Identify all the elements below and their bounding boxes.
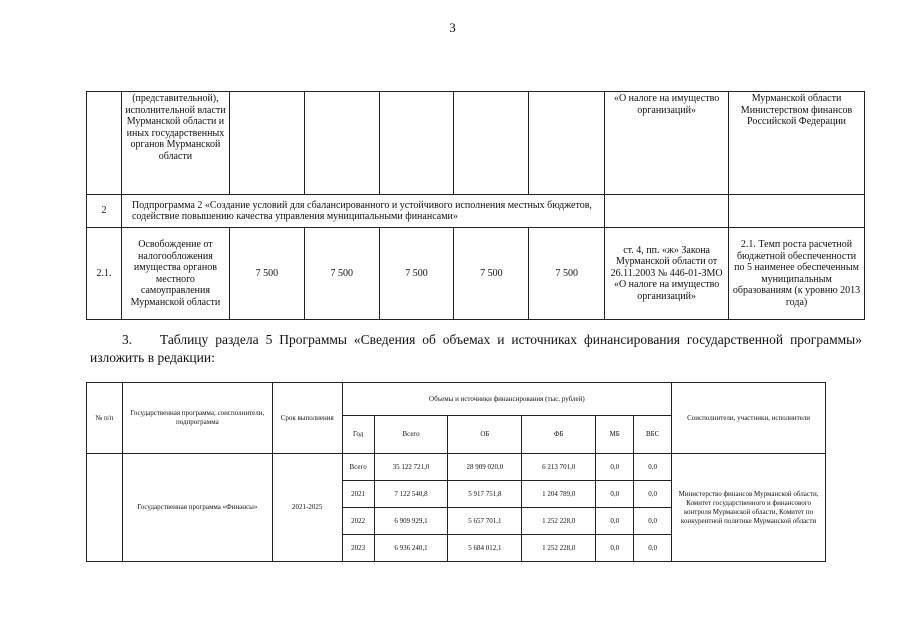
legal-basis: ст. 4, пп. «ж» Закона Мурманской области от 26.11.2003 № 446-01-ЗМО «О налоге на имущество организаций» (605, 228, 729, 320)
table-row (87, 92, 865, 195)
ob-cell: 28 909 020,0 (448, 454, 522, 481)
table-cell (529, 92, 605, 195)
ob-cell: 5 657 701,1 (448, 508, 522, 535)
executors-cell: Министерство финансов Мурманской области, Комитет государственного и финансового контроля Мурманской области, Комитет по конкурентной политике Мурманской области (672, 454, 826, 562)
value-cell: 7 500 (229, 228, 304, 320)
fb-cell: 1 252 228,0 (522, 508, 596, 535)
header-fb: ФБ (522, 416, 596, 454)
measure-name: Освобождение от налогообложения имущества органов местного самоуправления Мурманской области (121, 228, 229, 320)
row-number: 2.1. (87, 228, 122, 320)
table-row (87, 228, 865, 320)
program-name: Государственная программа «Финансы» (122, 454, 272, 562)
fb-cell: 6 213 701,0 (522, 454, 596, 481)
table-cell (605, 195, 729, 228)
total-cell: 7 122 540,8 (374, 481, 448, 508)
page-number: 3 (449, 20, 456, 35)
value-cell: 7 500 (379, 228, 454, 320)
mb-cell: 0,0 (596, 454, 634, 481)
vbs-cell: 0,0 (634, 508, 672, 535)
financing-table (86, 382, 826, 562)
table-cell (379, 92, 454, 195)
table-header-row (87, 383, 826, 416)
program-period: 2021-2025 (272, 454, 342, 562)
row-number-empty (87, 454, 123, 562)
indicator: 2.1. Темп роста расчетной бюджетной обеспеченности по 5 наименее обеспеченным муниципальным образованиям (к уровню 2013 года) (729, 228, 865, 320)
vbs-cell: 0,0 (634, 454, 672, 481)
table-row (87, 195, 865, 228)
table-cell (729, 195, 865, 228)
mb-cell: 0,0 (596, 481, 634, 508)
total-cell: 35 122 721,0 (374, 454, 448, 481)
measures-table (86, 91, 865, 320)
header-ob: ОБ (448, 416, 522, 454)
header-vbs: ВБС (634, 416, 672, 454)
vbs-cell: 0,0 (634, 481, 672, 508)
value-cell: 7 500 (304, 228, 379, 320)
header-total: Всего (374, 416, 448, 454)
header-executors: Соисполнители, участники, исполнители (672, 383, 826, 454)
table-cell (454, 92, 529, 195)
header-period: Срок выполнения (272, 383, 342, 454)
ob-cell: 5 684 012,1 (448, 535, 522, 562)
total-cell: 6 936 240,1 (374, 535, 448, 562)
header-mb: МБ (596, 416, 634, 454)
instruction-paragraph: 3. Таблицу раздела 5 Программы «Сведения об объемах и источниках финансирования государственной программы» изложить в редакции: (90, 332, 862, 365)
fb-cell: 1 252 228,0 (522, 535, 596, 562)
value-cell: 7 500 (454, 228, 529, 320)
year-cell: 2021 (342, 481, 374, 508)
total-cell: 6 909 929,1 (374, 508, 448, 535)
mb-cell: 0,0 (596, 535, 634, 562)
value-cell: 7 500 (529, 228, 605, 320)
legal-basis: «О налоге на имущество организаций» (605, 92, 729, 195)
table-cell (87, 92, 122, 195)
year-cell: 2022 (342, 508, 374, 535)
mb-cell: 0,0 (596, 508, 634, 535)
header-num: № п/п (87, 383, 123, 454)
measure-name: (представительной), исполнительной власти Мурманской области и иных государственных органов Мурманской области (121, 92, 229, 195)
header-volumes: Объемы и источники финансирования (тыс. рублей) (342, 383, 671, 416)
table-cell (229, 92, 304, 195)
row-number: 2 (87, 195, 122, 228)
table-row (87, 454, 826, 481)
ob-cell: 5 917 751,8 (448, 481, 522, 508)
vbs-cell: 0,0 (634, 535, 672, 562)
table-cell (304, 92, 379, 195)
subprogram-title: Подпрограмма 2 «Создание условий для сбалансированного и устойчивого исполнения местных бюджетов, содействие повышению качества управления муниципальными финансами» (121, 195, 604, 228)
fb-cell: 1 204 789,0 (522, 481, 596, 508)
indicator: Мурманской области Министерством финансов Российской Федерации (729, 92, 865, 195)
header-year: Год (342, 416, 374, 454)
year-cell: Всего (342, 454, 374, 481)
header-program: Государственная программа, соисполнители, подпрограмма (122, 383, 272, 454)
year-cell: 2023 (342, 535, 374, 562)
